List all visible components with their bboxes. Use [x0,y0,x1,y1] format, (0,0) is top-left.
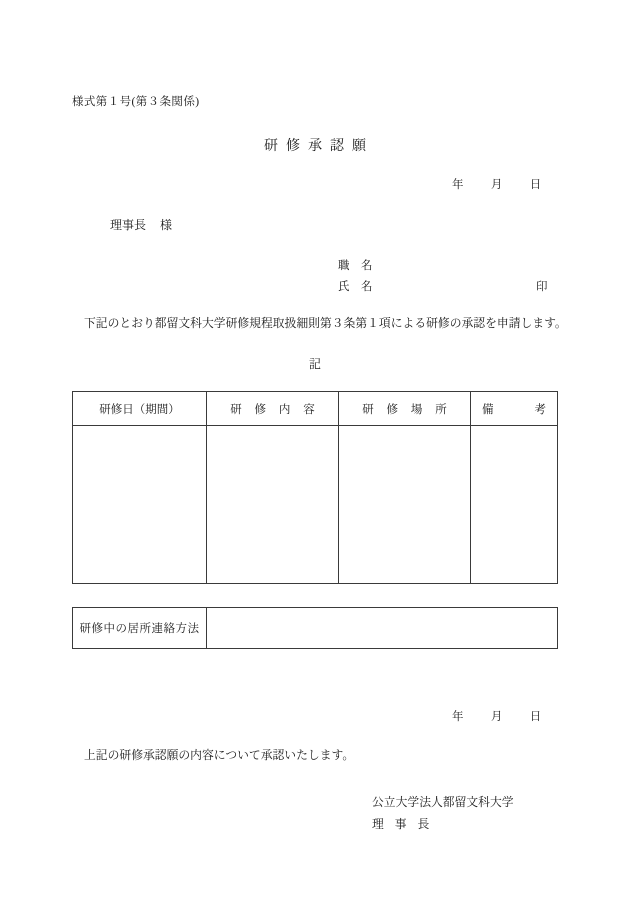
cell-training-content[interactable] [207,426,339,584]
document-title: 研修承認願 [264,139,374,154]
column-header-training-place: 研 修 場 所 [339,392,471,426]
date-bottom-year: 年 [452,711,464,723]
cell-remarks[interactable] [471,426,558,584]
training-details-table [72,391,558,584]
addressee-honorific: 様 [160,218,173,232]
approver-title: 理 事 長 [372,817,434,831]
signer-position-label: 職 名 [338,260,373,272]
approver-organization: 公立大学法人都留文科大学 [372,795,514,809]
signer-name-label: 氏 名 [338,281,373,293]
approver-block [372,791,514,835]
table-row [73,426,558,584]
signer-position-row [338,256,373,277]
remarks-header-left: 備 [482,403,494,416]
ki-marker: 記 [308,357,321,371]
remarks-header-right: 考 [534,403,546,416]
cell-training-place[interactable] [339,426,471,584]
date-top-day: 日 [529,179,542,191]
date-bottom-month: 月 [490,711,503,723]
date-line-bottom [452,708,541,724]
date-top-year: 年 [452,179,464,191]
form-number-label: 様式第１号(第３条関係) [72,96,200,108]
approval-sentence: 上記の研修承認願の内容について承認いたします。 [84,748,355,762]
date-bottom-day: 日 [529,711,542,723]
contact-method-label: 研修中の居所連絡方法 [73,608,207,649]
cell-training-date[interactable] [73,426,207,584]
table-row [73,608,558,649]
date-line-top [452,176,541,192]
date-top-month: 月 [490,179,503,191]
column-header-remarks [471,392,558,426]
addressee-title: 理事長 [110,218,147,232]
contact-method-table [72,607,558,649]
request-body-sentence: 下記のとおり都留文科大学研修規程取扱細則第３条第１項による研修の承認を申請します。 [84,316,567,330]
addressee [110,216,172,233]
signer-name-row [338,277,548,298]
seal-mark-icon: 印 [536,281,548,293]
column-header-training-content: 研 修 内 容 [207,392,339,426]
signer-block [338,256,548,298]
contact-method-value[interactable] [207,608,558,649]
table-header-row [73,392,558,426]
column-header-training-date: 研修日（期間） [73,392,207,426]
